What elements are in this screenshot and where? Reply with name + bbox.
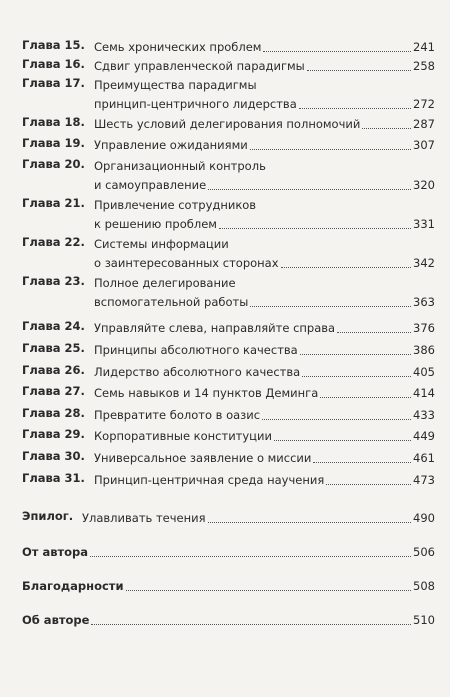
dot-leader [299,108,411,109]
title-line [94,214,435,233]
title-line [94,234,435,253]
toc-entry[interactable] [22,362,435,381]
chapter-label: Глава 19. [22,136,85,150]
title-line [94,56,435,75]
chapter-label: Глава 17. [22,76,85,90]
page-number: 331 [413,217,435,231]
chapter-title [94,426,435,445]
title-text: принцип-центричного лидерства [94,97,297,111]
page-number: 508 [413,579,435,593]
title-line [22,610,435,629]
chapter-title [94,135,435,154]
chapter-label: Глава 26. [22,363,85,377]
dot-leader [302,376,411,377]
chapter-title [94,37,435,56]
page-number: 473 [413,473,435,487]
chapter-title [94,470,435,489]
chapter-title [94,405,435,424]
chapter-title [94,156,435,194]
toc-entry-epilogue[interactable] [22,508,435,527]
page-number: 461 [413,451,435,465]
dot-leader [208,189,411,190]
toc-entry[interactable] [22,340,435,359]
title-text: Лидерство абсолютного качества [94,365,301,379]
page-number: 258 [413,59,435,73]
title-text: Управление ожиданиями [94,138,248,152]
page-number: 405 [413,365,435,379]
dot-leader [362,128,411,129]
toc-entry[interactable] [22,273,435,311]
toc-entry[interactable] [22,470,435,489]
title-line [94,426,435,445]
page-number: 363 [413,295,435,309]
chapter-label: Глава 29. [22,427,85,441]
title-line [94,273,435,292]
title-line [94,75,435,94]
dot-leader [320,397,411,398]
epilogue-title [82,508,435,527]
title-line [94,318,435,337]
page-number: 414 [413,386,435,400]
title-text: к решению проблем [94,217,217,231]
dot-leader [307,70,411,71]
title-text: Управляйте слева, направляйте справа [94,321,336,335]
chapter-title [94,273,435,311]
dot-leader [263,51,411,52]
chapter-label: Глава 21. [22,196,85,210]
chapter-title [94,362,435,381]
title-text: Системы информации [94,237,229,251]
toc-entry[interactable] [22,135,435,154]
title-line [94,448,435,467]
dot-leader [91,624,411,625]
toc-entry[interactable] [22,426,435,445]
page-number: 342 [413,256,435,270]
title-text: Семь навыков и 14 пунктов Деминга [94,386,319,400]
title-line [22,542,435,561]
toc-entry[interactable] [22,114,435,133]
toc-entry[interactable] [22,234,435,272]
dot-leader [337,332,411,333]
chapter-title [94,56,435,75]
title-text: Благодарности [22,579,124,593]
title-line [94,470,435,489]
title-line [94,383,435,402]
title-line [94,405,435,424]
page-number: 272 [413,97,435,111]
title-text: и самоуправление [94,178,207,192]
title-line [94,340,435,359]
title-text: вспомогательной работы [94,295,249,309]
dot-leader [90,556,411,557]
page-number: 307 [413,138,435,152]
page-number: 449 [413,429,435,443]
dot-leader [313,462,411,463]
dot-leader [219,228,411,229]
chapter-title [94,383,435,402]
title-line [94,195,435,214]
chapter-label: Глава 16. [22,57,85,71]
dot-leader [208,522,412,523]
title-text: Принцип-центричная среда научения [94,473,325,487]
chapter-label: Глава 22. [22,235,85,249]
title-line [94,175,435,194]
dot-leader [274,440,411,441]
chapter-title [94,340,435,359]
toc-entry[interactable] [22,37,435,56]
chapter-label: Глава 20. [22,157,85,171]
title-text: Шесть условий делегирования полномочий [94,117,361,131]
chapter-title [94,234,435,272]
page-number: 490 [413,511,435,525]
title-text: Семь хронических проблем [94,40,262,54]
title-line [94,37,435,56]
chapter-title [94,114,435,133]
page-number: 320 [413,178,435,192]
dot-leader [250,306,411,307]
chapter-label: Глава 15. [22,38,85,52]
page-number: 433 [413,408,435,422]
title-line [94,253,435,272]
title-text: Преимущества парадигмы [94,78,257,92]
chapter-label: Глава 30. [22,449,85,463]
title-line [94,362,435,381]
page-number: 510 [413,613,435,627]
toc-entry[interactable] [22,383,435,402]
title-text: Полное делегирование [94,276,236,290]
page-number: 506 [413,545,435,559]
page-number: 241 [413,40,435,54]
toc-entry-back-matter[interactable] [22,610,435,629]
title-text: о заинтересованных сторонах [94,256,279,270]
chapter-label: Глава 27. [22,384,85,398]
title-line [82,508,435,527]
dot-leader [281,267,412,268]
title-text: Привлечение сотрудников [94,198,257,212]
page-number: 386 [413,343,435,357]
dot-leader [262,419,411,420]
title-line [94,292,435,311]
title-text: Корпоративные конституции [94,429,272,443]
chapter-label: Глава 28. [22,406,85,420]
chapter-label: Глава 23. [22,274,85,288]
dot-leader [250,149,411,150]
page-number: 376 [413,321,435,335]
title-line [94,114,435,133]
dot-leader [126,590,412,591]
dot-leader [326,484,411,485]
title-text: Универсальное заявление о миссии [94,451,312,465]
back-matter-title [22,610,435,629]
chapter-label: Глава 18. [22,115,85,129]
title-text: Организационный контроль [94,159,266,173]
title-text: Улавливать течения [82,511,206,525]
back-matter-title [22,576,435,595]
toc-entry-back-matter[interactable] [22,542,435,561]
toc-entry-back-matter[interactable] [22,576,435,595]
title-text: Об авторе [22,613,90,627]
toc-entry[interactable] [22,195,435,233]
toc-entry[interactable] [22,448,435,467]
chapter-title [94,318,435,337]
epilogue-label: Эпилог. [22,509,74,523]
title-line [94,156,435,175]
title-text: Принципы абсолютного качества [94,343,298,357]
title-line [94,135,435,154]
back-matter-title [22,542,435,561]
dot-leader [300,354,411,355]
toc-entry[interactable] [22,405,435,424]
page-number: 287 [413,117,435,131]
title-line [22,576,435,595]
chapter-label: Глава 31. [22,471,85,485]
toc-entry[interactable] [22,56,435,75]
toc-entry[interactable] [22,156,435,194]
chapter-title [94,448,435,467]
chapter-label: Глава 24. [22,319,85,333]
title-text: От автора [22,545,89,559]
chapter-title [94,75,435,113]
title-text: Превратите болото в оазис [94,408,261,422]
title-line [94,94,435,113]
chapter-title [94,195,435,233]
chapter-label: Глава 25. [22,341,85,355]
toc-entry[interactable] [22,318,435,337]
toc-entry[interactable] [22,75,435,113]
title-text: Сдвиг управленческой парадигмы [94,59,305,73]
